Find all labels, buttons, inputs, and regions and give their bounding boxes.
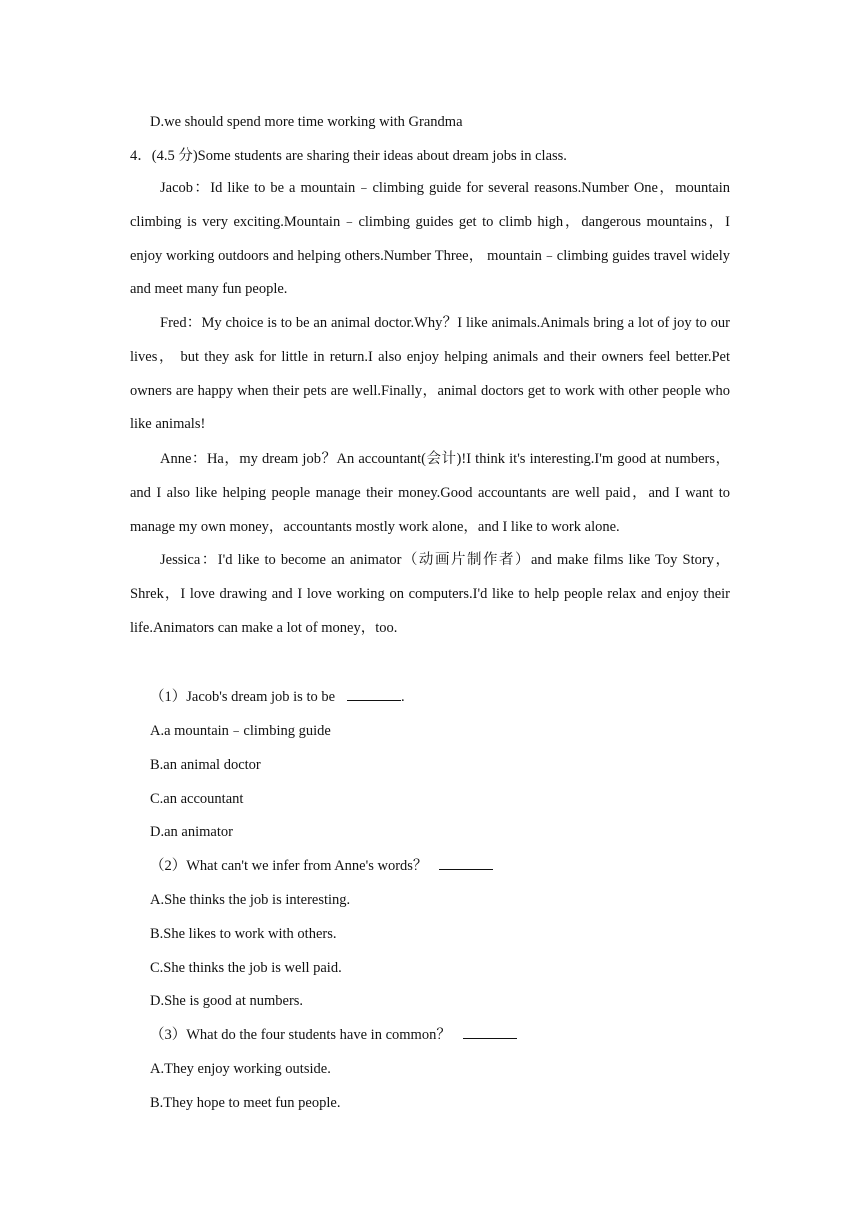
sub-question-2-text: （2）What can't we infer from Anne's words？	[150, 858, 428, 874]
sub-question-3-option-a[interactable]: A.They enjoy working outside.	[150, 1061, 331, 1077]
sub-question-2-option-a[interactable]: A.She thinks the job is interesting.	[150, 892, 351, 908]
previous-question-option-d: D.we should spend more time working with Grandma	[150, 114, 463, 130]
passage-paragraph-jacob: Jacob：Id like to be a mountain﹣climbing guide for several reasons.Number One，mountain climbing is very exciting.Mountain﹣climbing guides get to climb high，dangerous mountains，I enjoy working outdoors and helping others.Number Three， mountain﹣climbing guides travel widely and meet many fun people.	[130, 180, 730, 298]
sub-question-1-option-c[interactable]: C.an accountant	[150, 791, 244, 807]
sub-question-1-option-d[interactable]: D.an animator	[150, 824, 233, 840]
answer-blank[interactable]	[463, 1026, 517, 1039]
sub-question-1-text: （1）Jacob's dream job is to be	[150, 689, 336, 705]
sub-question-3-stem	[150, 1025, 517, 1045]
question-number-label: 4．(4.5 分)	[130, 148, 198, 164]
sub-question-2-stem	[150, 856, 493, 876]
question-4-heading	[130, 146, 567, 166]
sub-question-2-option-c[interactable]: C.She thinks the job is well paid.	[150, 960, 342, 976]
answer-blank[interactable]	[347, 688, 401, 701]
sub-question-1-option-b[interactable]: B.an animal doctor	[150, 757, 261, 773]
passage-paragraph-fred: Fred：My choice is to be an animal doctor.Why？I like animals.Animals bring a lot of joy to our lives， but they ask for little in return.I also enjoy helping animals and their owners feel better.Pet owners are happy when their pets are well.Finally，animal doctors get to work with other people who like animals!	[130, 315, 730, 433]
answer-blank[interactable]	[439, 857, 493, 870]
sub-question-3-option-b[interactable]: B.They hope to meet fun people.	[150, 1095, 341, 1111]
question-prompt: Some students are sharing their ideas about dream jobs in class.	[197, 148, 567, 164]
sub-question-3-text: （3）What do the four students have in common？	[150, 1027, 451, 1043]
sub-question-1-stem: （1）Jacob's dream job is to be .	[150, 689, 405, 705]
passage-paragraph-jessica: Jessica：I'd like to become an animator（动画片制作者）and make films like Toy Story，Shrek，I love drawing and I love working on computers.I'd like to help people relax and enjoy their life.Animators can make a lot of money，too.	[130, 552, 730, 636]
passage-paragraph-anne: Anne：Ha，my dream job？An accountant(会计)!I think it's interesting.I'm good at numbers，and I also like helping people manage their money.Good accountants are well paid，and I want to manage my own money，accountants mostly work alone，and I like to work alone.	[130, 451, 730, 535]
sub-question-1-option-a[interactable]: A.a mountain﹣climbing guide	[150, 723, 331, 739]
sub-question-2-option-b[interactable]: B.She likes to work with others.	[150, 926, 337, 942]
sub-question-2-option-d[interactable]: D.She is good at numbers.	[150, 993, 304, 1009]
